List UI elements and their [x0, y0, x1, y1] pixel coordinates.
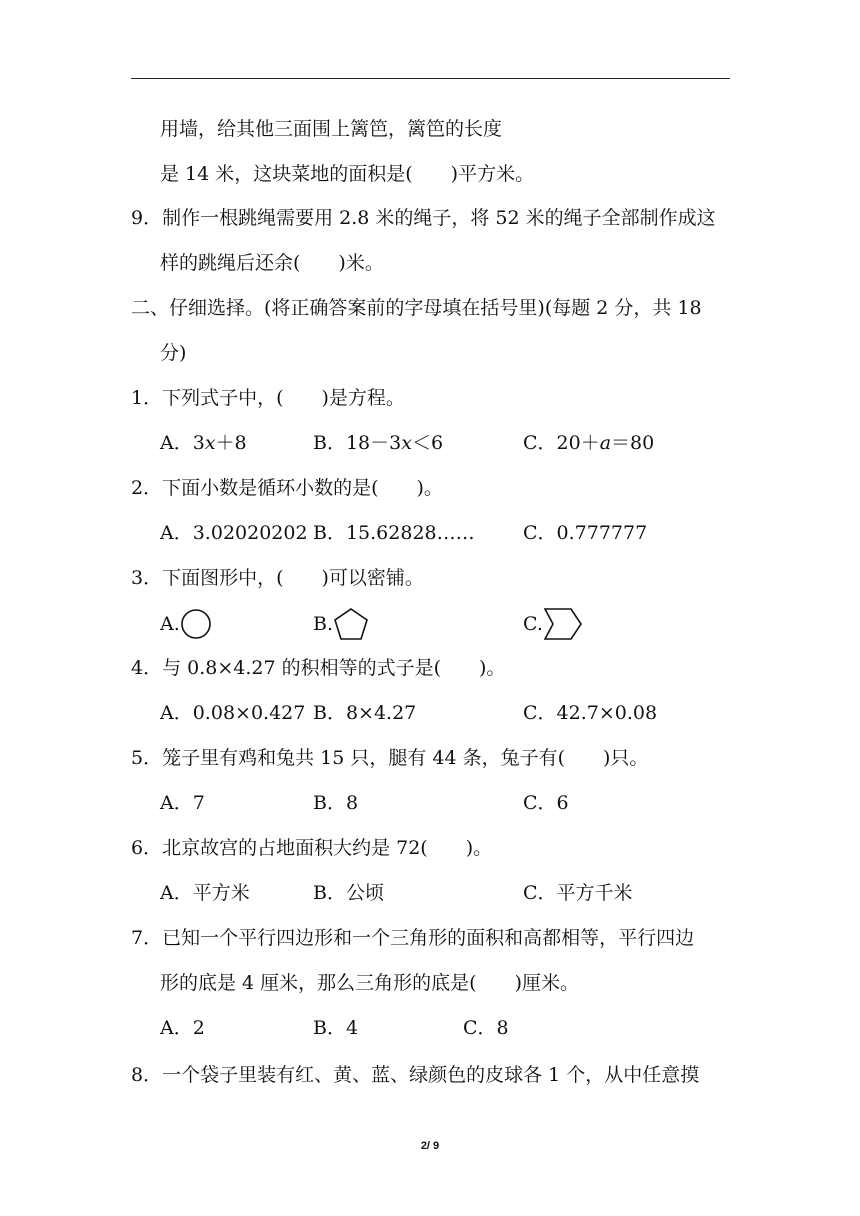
question-7-option-c: C．8: [463, 1017, 509, 1039]
question-6-text: 6．北京故宫的占地面积大约是 72( )。: [131, 837, 493, 859]
question-1-option-a: A．3x＋8: [160, 432, 247, 454]
question-3-option-a: A.: [160, 607, 212, 641]
question-7-option-b: B．4: [313, 1017, 359, 1039]
pentagon-icon: [333, 607, 369, 641]
question-5-option-b: B．8: [313, 792, 359, 814]
question-7-line-1: 7．已知一个平行四边形和一个三角形的面积和高都相等，平行四边: [131, 927, 695, 949]
section-2-heading-line-1: 二、仔细选择。(将正确答案前的字母填在括号里)(每题 2 分，共 18: [131, 297, 702, 319]
question-1-option-c: C．20＋a＝80: [523, 432, 655, 454]
question-6-option-c: C．平方千米: [523, 882, 633, 904]
question-1-option-b: B．18－3x＜6: [313, 432, 444, 454]
question-4-text: 4．与 0.8×4.27 的积相等的式子是( )。: [131, 657, 506, 679]
circle-icon: [180, 608, 212, 640]
question-7-option-a: A．2: [160, 1017, 205, 1039]
question-5-text: 5．笼子里有鸡和兔共 15 只，腿有 44 条，兔子有( )只。: [131, 747, 649, 769]
question-3-option-c: C.: [523, 607, 583, 641]
question-1-text: 1．下列式子中，( )是方程。: [131, 387, 405, 409]
question-5-option-c: C．6: [523, 792, 569, 814]
page-number: 2/ 9: [420, 1140, 440, 1152]
question-3-option-b: B.: [313, 607, 369, 641]
question-6-option-b: B．公顷: [313, 882, 384, 904]
question-4-option-a: A．0.08×0.427: [160, 702, 306, 724]
question-8-text: 8．一个袋子里装有红、黄、蓝、绿颜色的皮球各 1 个，从中任意摸: [131, 1064, 700, 1086]
question-2-option-c: C．0.777777: [523, 522, 648, 544]
question-9-line-2: 样的跳绳后还余( )米。: [160, 252, 384, 274]
prev-question-line-1: 用墙，给其他三面围上篱笆，篱笆的长度: [160, 118, 503, 140]
question-6-option-a: A．平方米: [160, 882, 250, 904]
question-4-option-c: C．42.7×0.08: [523, 702, 658, 724]
question-7-line-2: 形的底是 4 厘米，那么三角形的底是( )厘米。: [160, 972, 579, 994]
header-rule: [131, 78, 730, 79]
question-2-text: 2．下面小数是循环小数的是( )。: [131, 477, 443, 499]
question-9-line-1: 9．制作一根跳绳需要用 2.8 米的绳子，将 52 米的绳子全部制作成这: [131, 207, 716, 229]
prev-question-line-2: 是 14 米，这块菜地的面积是( )平方米。: [160, 163, 535, 185]
question-2-option-a: A．3.02020202: [160, 522, 308, 544]
question-2-option-b: B．15.62828……: [313, 522, 475, 544]
question-5-option-a: A．7: [160, 792, 205, 814]
section-2-heading-line-2: 分): [160, 342, 187, 364]
question-3-text: 3．下面图形中，( )可以密铺。: [131, 567, 424, 589]
hexagon-icon: [543, 607, 583, 641]
question-4-option-b: B．8×4.27: [313, 702, 417, 724]
